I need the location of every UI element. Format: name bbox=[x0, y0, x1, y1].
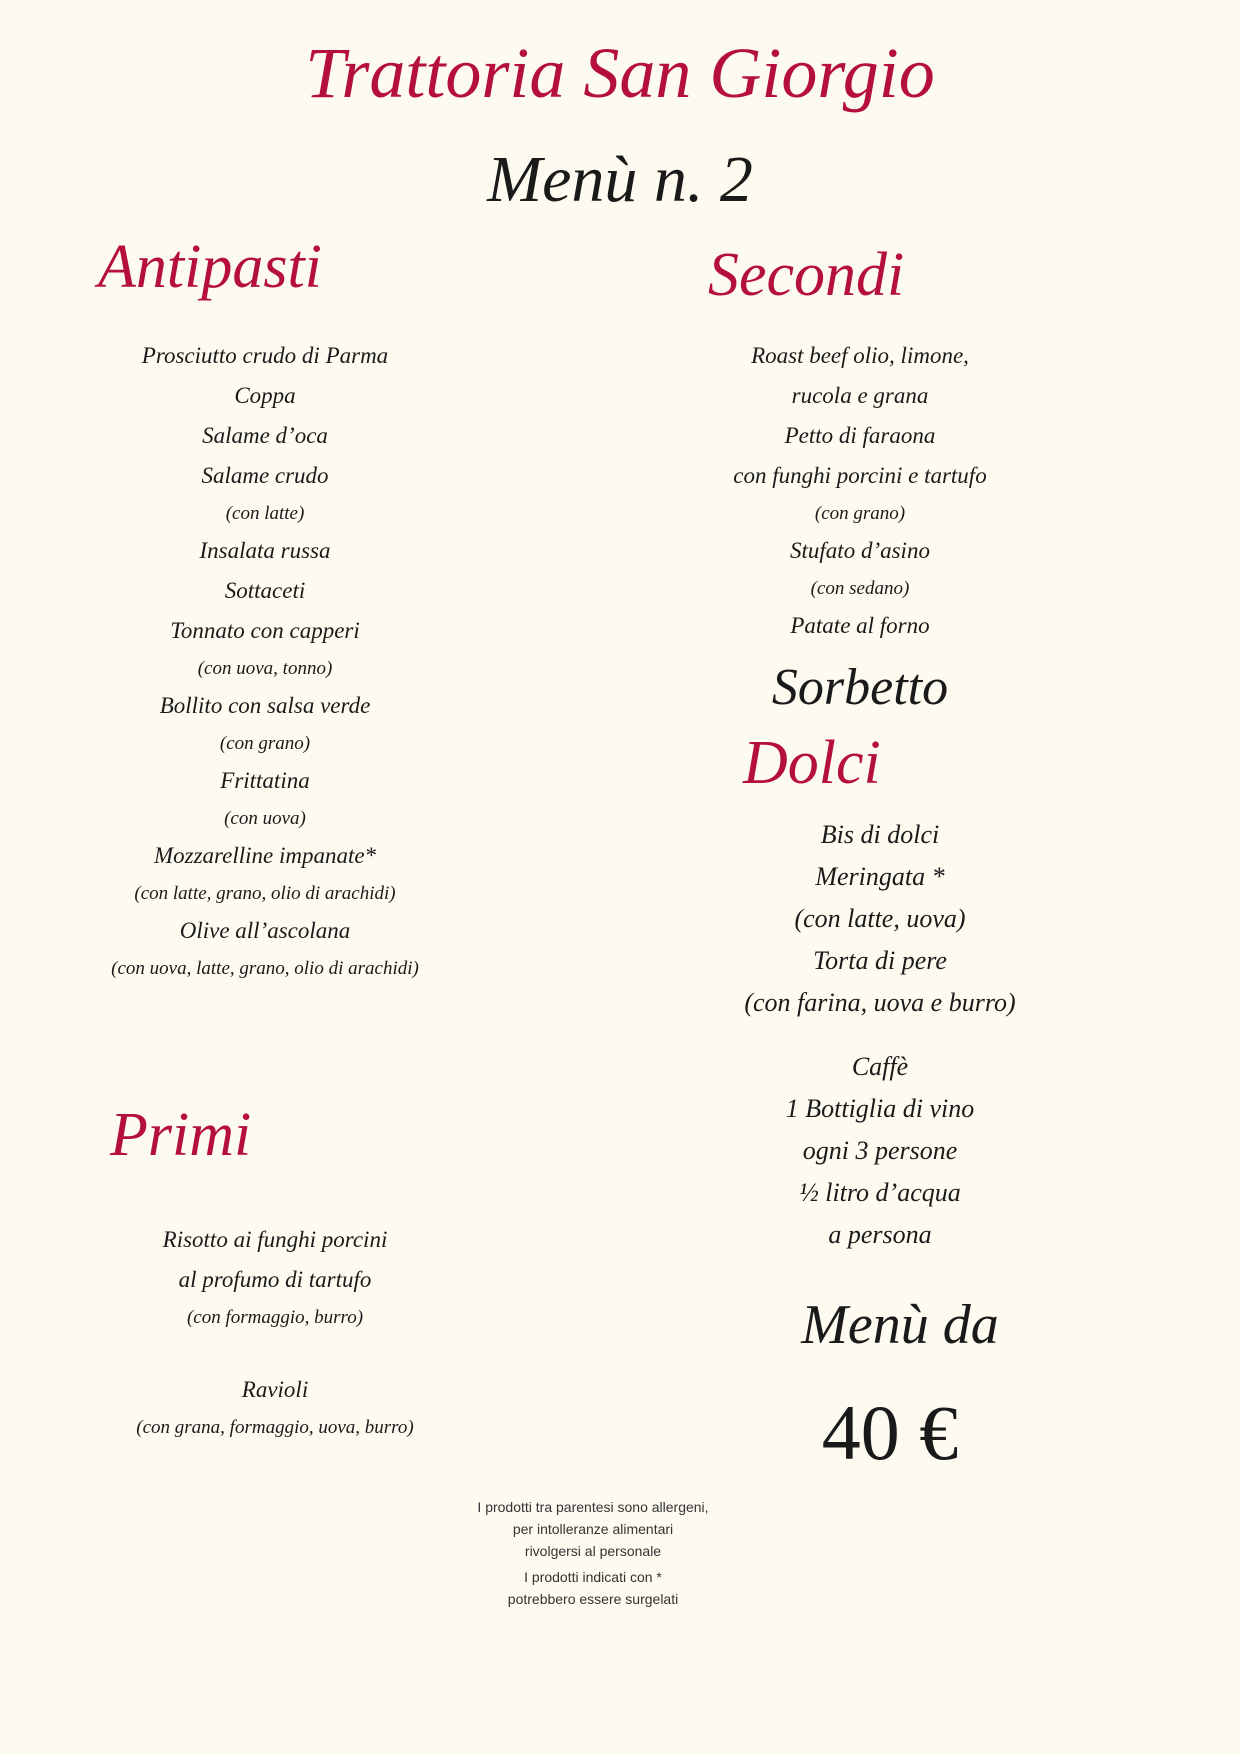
menu-item: Olive all’ascolana bbox=[179, 918, 351, 943]
antipasti-heading: Antipasti bbox=[98, 233, 322, 301]
menu-item: Torta di pere bbox=[813, 946, 947, 975]
allergen-footer-note bbox=[393, 1496, 793, 1610]
menu-item: con funghi porcini e tartufo bbox=[733, 463, 987, 488]
footer-line: I prodotti indicati con * bbox=[524, 1569, 662, 1585]
menu-item: 1 Bottiglia di vino bbox=[785, 1094, 975, 1123]
allergen-note: (con uova) bbox=[224, 808, 306, 829]
price-value: 40 € bbox=[821, 1389, 959, 1476]
menu-item: (con farina, uova e burro) bbox=[744, 988, 1016, 1017]
primi-list-2 bbox=[80, 1370, 470, 1445]
antipasti-list bbox=[60, 336, 470, 986]
allergen-note: (con grana, formaggio, uova, burro) bbox=[136, 1417, 414, 1438]
menu-item: Caffè bbox=[851, 1052, 909, 1081]
footer-line: rivolgersi al personale bbox=[524, 1543, 662, 1559]
menu-item: Bis di dolci bbox=[820, 820, 940, 849]
menu-item: Sottaceti bbox=[224, 578, 306, 603]
allergen-note: (con formaggio, burro) bbox=[186, 1307, 364, 1328]
menu-item: al profumo di tartufo bbox=[178, 1267, 372, 1292]
dolci-heading: Dolci bbox=[743, 729, 881, 797]
menu-item: ½ litro d’acqua bbox=[799, 1178, 961, 1207]
menu-item: ogni 3 persone bbox=[802, 1136, 958, 1165]
dolci-list bbox=[680, 814, 1080, 1024]
allergen-note: (con grano) bbox=[219, 733, 311, 754]
allergen-note: (con uova, tonno) bbox=[197, 658, 333, 679]
footer-line: I prodotti tra parentesi sono allergeni, bbox=[477, 1499, 709, 1515]
secondi-list bbox=[660, 336, 1060, 646]
menu-item: Roast beef olio, limone, bbox=[751, 343, 969, 368]
restaurant-title: Trattoria San Giorgio bbox=[305, 33, 935, 113]
menu-item: Coppa bbox=[234, 383, 296, 408]
menu-item: Stufato d’asino bbox=[790, 538, 930, 563]
menu-item: Patate al forno bbox=[790, 613, 930, 638]
menu-item: Ravioli bbox=[241, 1377, 309, 1402]
sorbetto-label: Sorbetto bbox=[771, 659, 949, 716]
menu-item: Bollito con salsa verde bbox=[159, 693, 371, 718]
menu-item: Salame crudo bbox=[201, 463, 329, 488]
menu-item: Frittatina bbox=[220, 768, 310, 793]
menu-item: Meringata * bbox=[815, 862, 945, 891]
allergen-note: (con latte, grano, olio di arachidi) bbox=[134, 883, 396, 904]
allergen-note: (con sedano) bbox=[810, 578, 910, 599]
menu-item: Tonnato con capperi bbox=[170, 618, 360, 643]
primi-list bbox=[80, 1220, 470, 1335]
primi-heading: Primi bbox=[110, 1101, 252, 1169]
menu-item: Salame d’oca bbox=[202, 423, 328, 448]
menu-item: Mozzarelline impanate* bbox=[153, 843, 377, 868]
menu-item: Petto di faraona bbox=[784, 423, 936, 448]
menu-item: Insalata russa bbox=[199, 538, 331, 563]
menu-item: a persona bbox=[828, 1220, 932, 1249]
price-label: Menù da bbox=[801, 1294, 999, 1356]
menu-number: Menù n. 2 bbox=[487, 143, 753, 216]
menu-item: Risotto ai funghi porcini bbox=[162, 1227, 388, 1252]
allergen-note: (con uova, latte, grano, olio di arachidi) bbox=[111, 958, 419, 979]
menu-item: Prosciutto crudo di Parma bbox=[141, 343, 389, 368]
menu-item: rucola e grana bbox=[791, 383, 929, 408]
secondi-heading: Secondi bbox=[708, 241, 905, 309]
footer-line: per intolleranze alimentari bbox=[512, 1521, 674, 1537]
allergen-note: (con grano) bbox=[814, 503, 906, 524]
footer-line: potrebbero essere surgelati bbox=[507, 1591, 679, 1607]
menu-item: (con latte, uova) bbox=[794, 904, 966, 933]
extras-list bbox=[680, 1046, 1080, 1256]
allergen-note: (con latte) bbox=[225, 503, 305, 524]
